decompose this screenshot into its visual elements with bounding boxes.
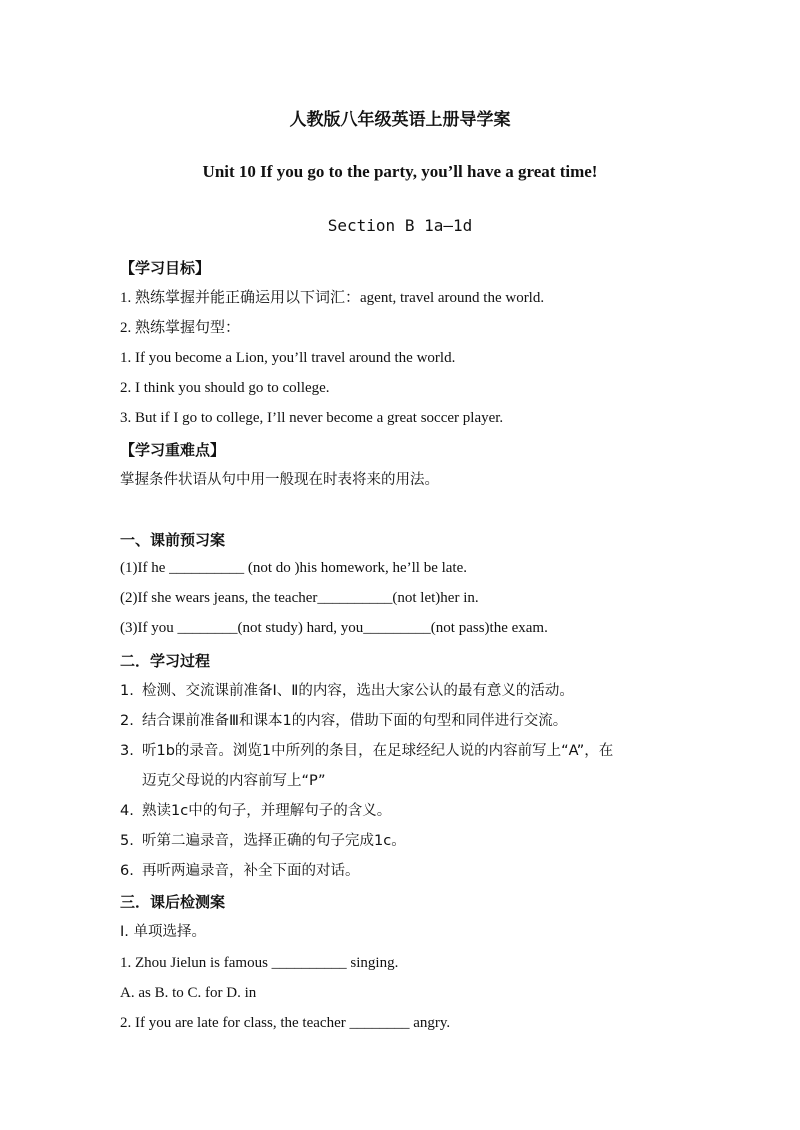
objective-line: 1. If you become a Lion, you’ll travel around the world. (120, 350, 456, 366)
objective-line: 2. 熟练掌握句型： (120, 320, 241, 336)
process-item-text: 听第二遍录音，选择正确的句子完成1c。 (142, 833, 406, 849)
objective-line: 3. But if I go to college, I’ll never become a great soccer player. (120, 410, 504, 426)
objectives-heading: 【学习目标】 (120, 259, 211, 277)
preview-heading: 一、课前预习案 (120, 531, 226, 549)
exercise-question: 2. If you are late for class, the teacher ________ angry. (120, 1015, 451, 1031)
process-item (120, 681, 574, 701)
process-item-text: 再听两遍录音，补全下面的对话。 (142, 863, 360, 879)
process-item-text: 听1b的录音。浏览1中所列的条目，在足球经纪人说的内容前写上“A”，在 (142, 743, 614, 759)
exercise-question: 1. Zhou Jielun is famous __________ singing. (120, 955, 399, 971)
unit-title: Unit 10 If you go to the party, you’ll have a great time! (202, 162, 598, 181)
multiple-choice-heading: Ⅰ. 单项选择。 (120, 924, 206, 940)
keypoints-text: 掌握条件状语从句中用一般现在时表将来的用法。 (120, 472, 439, 488)
process-item-text: 结合课前准备Ⅲ和课本1的内容，借助下面的句型和同伴进行交流。 (142, 713, 568, 729)
process-item-number: 2. (120, 713, 134, 729)
process-item (120, 801, 391, 821)
page-title: 人教版八年级英语上册导学案 (289, 110, 511, 129)
after-class-heading: 三．课后检测案 (120, 893, 226, 911)
process-item-number: 1. (120, 683, 134, 699)
objective-line: 2. I think you should go to college. (120, 380, 330, 396)
objective-line: 1. 熟练掌握并能正确运用以下词汇：agent, travel around the world. (120, 290, 545, 306)
process-item-number: 3. (120, 743, 134, 759)
process-item-text: 熟读1c中的句子，并理解句子的含义。 (142, 803, 392, 819)
preview-item: (2)If she wears jeans, the teacher__________(not let)her in. (120, 590, 479, 606)
keypoints-heading: 【学习重难点】 (120, 441, 226, 459)
section-title: Section B 1a—1d (327, 216, 473, 235)
process-item-text: 迈克父母说的内容前写上“P” (142, 773, 326, 789)
process-item-number: 5. (120, 833, 134, 849)
process-item (120, 741, 613, 761)
process-item (120, 861, 360, 881)
process-heading: 二．学习过程 (120, 652, 211, 670)
process-item-continuation (120, 771, 326, 791)
preview-item: (3)If you ________(not study) hard, you_________(not pass)the exam. (120, 620, 548, 636)
process-item-number: 6. (120, 863, 134, 879)
process-item (120, 831, 406, 851)
preview-item: (1)If he __________ (not do )his homework, he’ll be late. (120, 560, 467, 576)
exercise-options: A. as B. to C. for D. in (120, 985, 257, 1001)
process-item-text: 检测、交流课前准备Ⅰ、Ⅱ的内容，选出大家公认的最有意义的活动。 (142, 683, 574, 699)
process-item-number: 4. (120, 803, 134, 819)
process-item (120, 711, 567, 731)
